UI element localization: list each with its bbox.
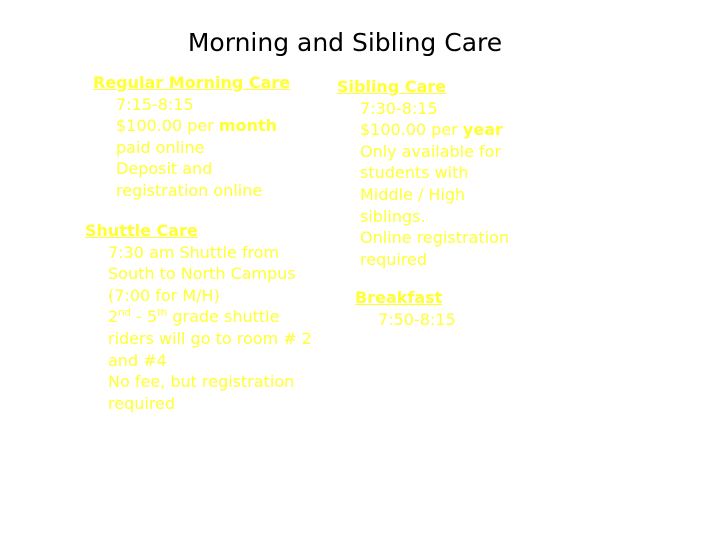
shuttle-care-line: riders will go to room # 2 <box>108 328 312 348</box>
grade-start-suffix: nd <box>118 308 131 320</box>
regular-morning-care-line: Deposit and <box>116 159 213 179</box>
regular-morning-care-price <box>93 115 290 137</box>
grade-mid: - 5 <box>130 307 157 327</box>
shuttle-care-grade-line <box>85 306 312 328</box>
breakfast-section <box>355 287 456 330</box>
sibling-care-line: students with <box>360 163 469 183</box>
shuttle-care-line: No fee, but registration <box>108 372 295 392</box>
sibling-care-price-unit: year <box>462 120 503 140</box>
shuttle-care-heading: Shuttle Care <box>85 221 198 240</box>
sibling-care-line: required <box>360 249 428 269</box>
sibling-care-line: siblings. <box>360 206 426 226</box>
regular-morning-care-price-unit: month <box>218 116 278 136</box>
shuttle-care-line: and #4 <box>108 350 167 370</box>
sibling-care-section <box>337 76 509 270</box>
regular-morning-care-section <box>93 72 290 202</box>
regular-morning-care-line: registration online <box>116 180 263 200</box>
shuttle-care-line: 7:30 am Shuttle from <box>108 242 280 262</box>
grade-rest: grade shuttle <box>167 307 280 327</box>
sibling-care-line: Only available for <box>360 141 502 161</box>
shuttle-care-line: (7:00 for M/H) <box>108 285 220 305</box>
sibling-care-price <box>337 119 509 141</box>
breakfast-heading: Breakfast <box>355 288 443 307</box>
shuttle-care-line: required <box>108 393 176 413</box>
regular-morning-care-price-prefix: $100.00 per <box>116 116 219 136</box>
sibling-care-price-prefix: $100.00 per <box>360 120 463 140</box>
breakfast-time: 7:50-8:15 <box>378 309 456 329</box>
grade-end-suffix: th <box>157 308 168 320</box>
grade-start: 2 <box>108 307 119 327</box>
sibling-care-line: Middle / High <box>360 184 466 204</box>
regular-morning-care-line: paid online <box>116 137 205 157</box>
regular-morning-care-time: 7:15-8:15 <box>116 94 194 114</box>
sibling-care-time: 7:30-8:15 <box>360 98 438 118</box>
page-title: Morning and Sibling Care <box>187 28 503 57</box>
sibling-care-line: Online registration <box>360 228 510 248</box>
shuttle-care-line: South to North Campus <box>108 264 296 284</box>
sibling-care-heading: Sibling Care <box>337 77 447 96</box>
shuttle-care-section <box>85 220 312 414</box>
regular-morning-care-heading: Regular Morning Care <box>93 73 291 92</box>
